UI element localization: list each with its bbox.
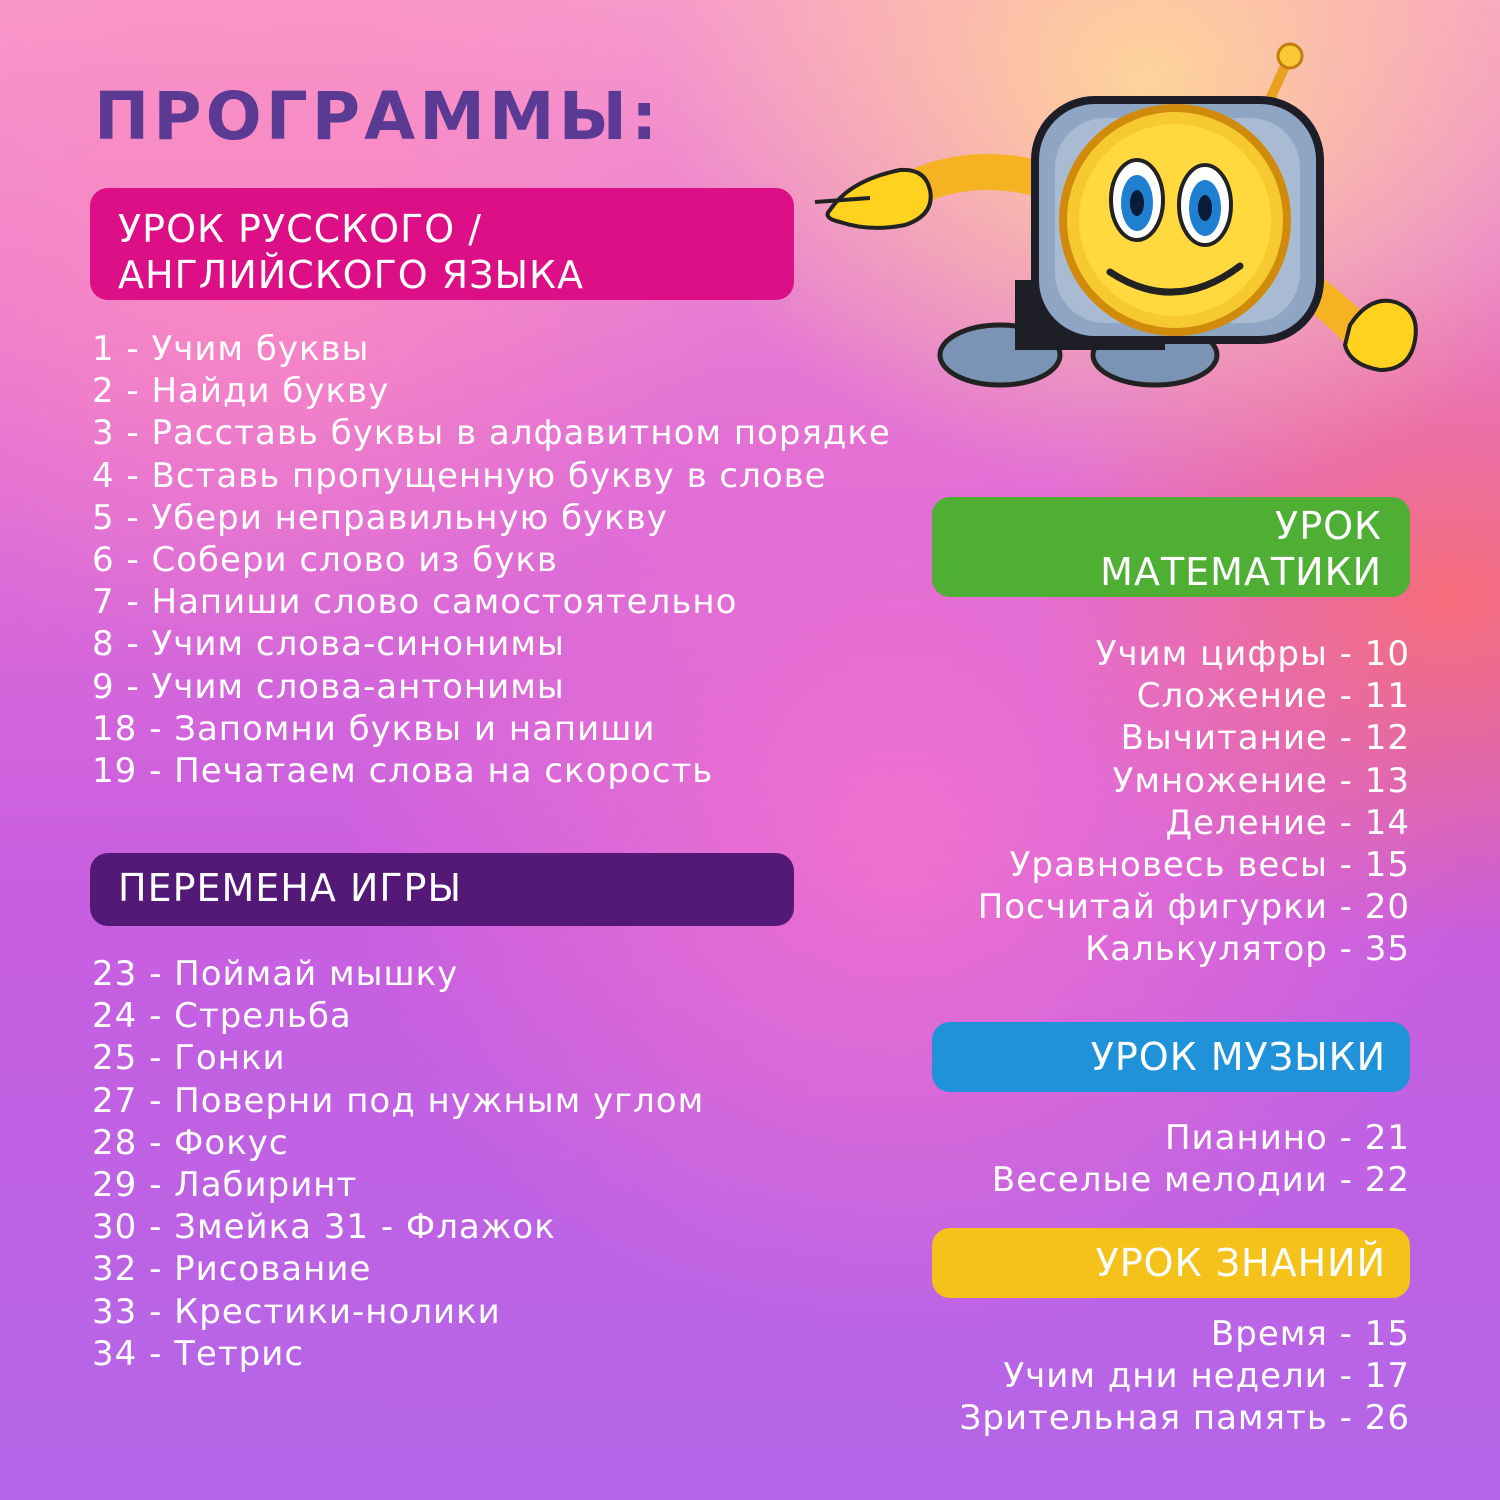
robot-mascot-icon xyxy=(810,40,1430,390)
list-item: Посчитай фигурки - 20 xyxy=(977,887,1410,928)
section-header-music-label: УРОК МУЗЫКИ xyxy=(1090,1035,1386,1079)
list-item: 5 - Убери неправильную букву xyxy=(92,497,668,538)
list-item: Веселые мелодии - 22 xyxy=(991,1160,1410,1201)
list-item: 2 - Найди букву xyxy=(92,371,390,412)
list-item: 7 - Напиши слово самостоятельно xyxy=(92,582,738,623)
list-item: 28 - Фокус xyxy=(92,1122,289,1163)
list-item: Калькулятор - 35 xyxy=(1085,929,1410,970)
section-header-knowledge xyxy=(932,1228,1410,1298)
section-header-math-line2: МАТЕМАТИКИ xyxy=(1100,550,1382,594)
math-program-list xyxy=(978,633,1410,971)
list-item: Вычитание - 12 xyxy=(1120,718,1410,759)
section-header-russian xyxy=(90,188,794,300)
games-program-list xyxy=(92,953,704,1375)
list-item: Деление - 14 xyxy=(1165,802,1410,843)
list-item: 9 - Учим слова-антонимы xyxy=(92,666,565,707)
section-header-math xyxy=(932,497,1410,597)
section-header-games-label: ПЕРЕМЕНА ИГРЫ xyxy=(118,866,462,910)
list-item: Учим цифры - 10 xyxy=(1095,634,1410,674)
list-item: 4 - Вставь пропущенную букву в слове xyxy=(92,455,827,496)
russian-program-list xyxy=(92,328,891,792)
list-item: 19 - Печатаем слова на скорость xyxy=(92,751,714,792)
list-item: Сложение - 11 xyxy=(1136,676,1410,717)
list-item: 18 - Запомни буквы и напиши xyxy=(92,708,656,749)
list-item: Учим дни недели - 17 xyxy=(1003,1356,1410,1397)
list-item: Время - 15 xyxy=(1210,1314,1410,1354)
knowledge-program-list xyxy=(960,1313,1410,1440)
list-item: 1 - Учим буквы xyxy=(92,329,370,369)
section-header-russian-line2: АНГЛИЙСКОГО ЯЗЫКА xyxy=(118,253,585,297)
list-item: 3 - Расставь буквы в алфавитном порядке xyxy=(92,413,891,454)
list-item: Уравновесь весы - 15 xyxy=(1009,845,1410,886)
section-header-music xyxy=(932,1022,1410,1092)
list-item: Зрительная память - 26 xyxy=(959,1398,1410,1439)
list-item: 6 - Собери слово из букв xyxy=(92,540,558,581)
list-item: 23 - Поймай мышку xyxy=(92,954,459,994)
section-header-math-line1: УРОК xyxy=(1275,504,1382,548)
list-item: 34 - Тетрис xyxy=(92,1333,305,1374)
list-item: 24 - Стрельба xyxy=(92,996,352,1037)
list-item: Умножение - 13 xyxy=(1112,760,1410,801)
music-program-list xyxy=(992,1117,1410,1201)
page-title: ПРОГРАММЫ: xyxy=(94,78,662,155)
section-header-games xyxy=(90,853,794,926)
list-item: 30 - Змейка 31 - Флажок xyxy=(92,1207,556,1248)
list-item: 33 - Крестики-нолики xyxy=(92,1291,501,1332)
list-item: Пианино - 21 xyxy=(1164,1118,1410,1158)
list-item: 32 - Рисование xyxy=(92,1249,372,1290)
list-item: 8 - Учим слова-синонимы xyxy=(92,624,565,665)
section-header-russian-line1: УРОК РУССКОГО / xyxy=(118,207,483,251)
list-item: 29 - Лабиринт xyxy=(92,1165,358,1206)
list-item: 25 - Гонки xyxy=(92,1038,286,1079)
section-header-knowledge-label: УРОК ЗНАНИЙ xyxy=(1095,1241,1386,1285)
list-item: 27 - Поверни под нужным углом xyxy=(92,1080,705,1121)
